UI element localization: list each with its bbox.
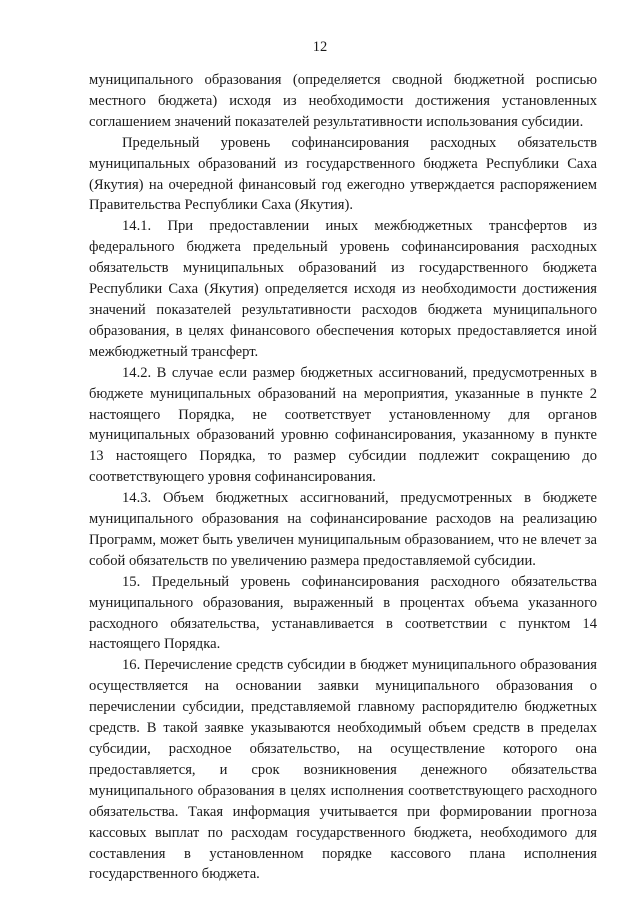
page-number: 12	[312, 39, 328, 55]
paragraph-14-1: 14.1. При предоставлении иных межбюджетных трансфертов из федерального бюджета предельный уровень софинансирования расходных обязательств муниципальных образований из государственного бюджета Республики Саха (Якутия) определяется исходя из необходимости достижения значений показателей результативности расходов бюджета муниципального образования, в целях финансового обеспечения которых предоставляется иной межбюджетный трансферт.	[89, 218, 597, 360]
paragraph-14-2: 14.2. В случае если размер бюджетных ассигнований, предусмотренных в бюджете муниципальных образований на мероприятия, указанные в пункте 2 настоящего Порядка, не соответствует установленному для органов муниципальных образований уровню софинансирования, указанному в пункте 13 настоящего Порядка, то размер субсидии подлежит сокращению до соответствующего уровня софинансирования.	[89, 364, 597, 486]
paragraph-16: 16. Перечисление средств субсидии в бюджет муниципального образования осуществляется на основании заявки муниципального образования о перечислении субсидии, представляемой главному распорядителю бюджетных средств. В такой заявке указываются необходимый объем средств в пределах субсидии, расходное обязательство, на осуществление которого она предоставляется, и срок возникновения денежного обязательства муниципального образования в целях исполнения соответствующего расходного обязательства. Такая информация учитывается при формировании прогноза кассовых выплат по расходам государственного бюджета, необходимого для составления в установленном порядке кассового плана исполнения государственного бюджета.	[89, 657, 597, 883]
paragraph-15: 15. Предельный уровень софинансирования расходного обязательства муниципального образования, выраженный в процентах объема указанного расходного обязательства, устанавливается в соответствии с пунктом 14 настоящего Порядка.	[89, 573, 597, 653]
body-text	[89, 70, 597, 885]
paragraph-14-3: 14.3. Объем бюджетных ассигнований, предусмотренных в бюджете муниципального образования на софинансирование расходов на реализацию Программ, может быть увеличен муниципальным образованием, что не влечет за собой обязательств по увеличению размера предоставляемой субсидии.	[89, 490, 597, 569]
paragraph-continuation: муниципального образования (определяется сводной бюджетной росписью местного бюджета) исходя из необходимости достижения установленных соглашением значений показателей результативности использования субсидии.	[89, 72, 597, 130]
paragraph-cofinancing-level: Предельный уровень софинансирования расходных обязательств муниципальных образований из государственного бюджета Республики Саха (Якутия) на очередной финансовый год ежегодно утверждается распоряжением Правительства Республики Саха (Якутия).	[89, 134, 597, 214]
